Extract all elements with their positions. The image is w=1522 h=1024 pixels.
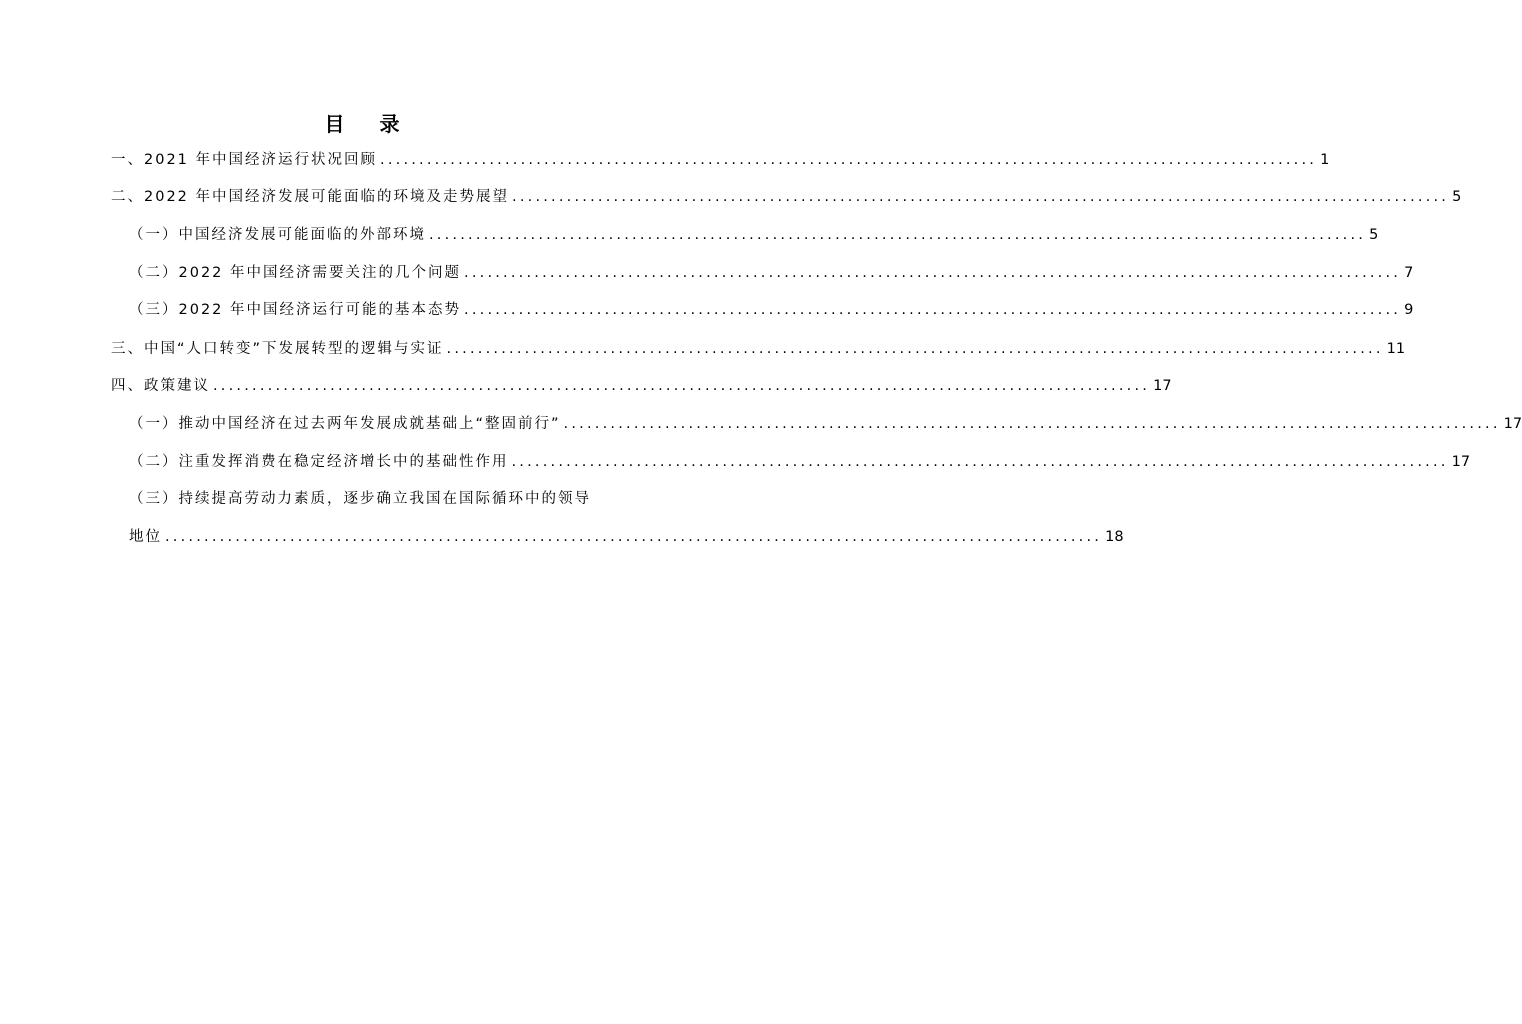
toc-page-number: 5 — [1452, 189, 1462, 205]
toc-page-number: 11 — [1386, 341, 1406, 357]
toc-entry-label: （一）中国经济发展可能面临的外部环境 — [129, 227, 426, 243]
toc-leader-dots: ........................................................................................................................ — [563, 416, 1501, 432]
toc-page-number: 9 — [1404, 302, 1414, 318]
toc-entry[interactable] — [111, 376, 1172, 396]
toc-leader-dots: ........................................................................................................................ — [429, 227, 1367, 243]
toc-leader-dots: ........................................................................................................................ — [464, 302, 1402, 318]
toc-entry-label: （一）推动中国经济在过去两年发展成就基础上“整固前行” — [129, 416, 561, 432]
toc-entry[interactable] — [129, 527, 1124, 547]
toc-entry[interactable] — [129, 452, 1471, 472]
toc-entry[interactable] — [129, 263, 1414, 283]
toc-leader-dots: ........................................................................................................................ — [464, 265, 1402, 281]
toc-leader-dots: ........................................................................................................................ — [380, 152, 1318, 168]
toc-entry[interactable] — [111, 187, 1462, 207]
toc-leader-dots: ........................................................................................................................ — [446, 341, 1384, 357]
toc-entry-label: 三、中国“人口转变”下发展转型的逻辑与实证 — [111, 341, 444, 357]
toc-leader-dots: ........................................................................................................................ — [213, 378, 1151, 394]
toc-entry[interactable] — [129, 300, 1414, 320]
toc-page-number: 17 — [1503, 416, 1522, 432]
toc-entry-label: 四、政策建议 — [111, 378, 210, 394]
toc-entry-label: 一、2021 年中国经济运行状况回顾 — [111, 152, 378, 168]
toc-entry-label: （二）2022 年中国经济需要关注的几个问题 — [129, 265, 462, 281]
toc-entry-label-continued: 地位 — [129, 529, 162, 545]
toc-entry[interactable] — [129, 225, 1379, 245]
toc-leader-dots: ........................................................................................................................ — [511, 454, 1449, 470]
toc-title: 目 录 — [324, 112, 414, 136]
toc-leader-dots: ........................................................................................................................ — [512, 189, 1450, 205]
toc-page-number: 17 — [1153, 378, 1172, 394]
toc-entry-label: （二）注重发挥消费在稳定经济增长中的基础性作用 — [129, 454, 509, 470]
toc-page-number: 18 — [1105, 529, 1124, 545]
toc-page-number: 17 — [1451, 454, 1471, 470]
toc-entry[interactable] — [129, 414, 1522, 434]
toc-entry-label: 二、2022 年中国经济发展可能面临的环境及走势展望 — [111, 189, 510, 205]
toc-leader-dots: ........................................................................................................................ — [165, 529, 1103, 545]
toc-entry-label: （三）2022 年中国经济运行可能的基本态势 — [129, 302, 462, 318]
toc-page-number: 1 — [1320, 152, 1330, 168]
toc-entry[interactable] — [111, 150, 1330, 170]
toc-entry[interactable] — [111, 339, 1406, 359]
toc-page-number: 5 — [1369, 227, 1379, 243]
toc-page-number: 7 — [1404, 265, 1414, 281]
toc-entry-label[interactable]: （三）持续提高劳动力素质，逐步确立我国在国际循环中的领导 — [129, 491, 591, 507]
